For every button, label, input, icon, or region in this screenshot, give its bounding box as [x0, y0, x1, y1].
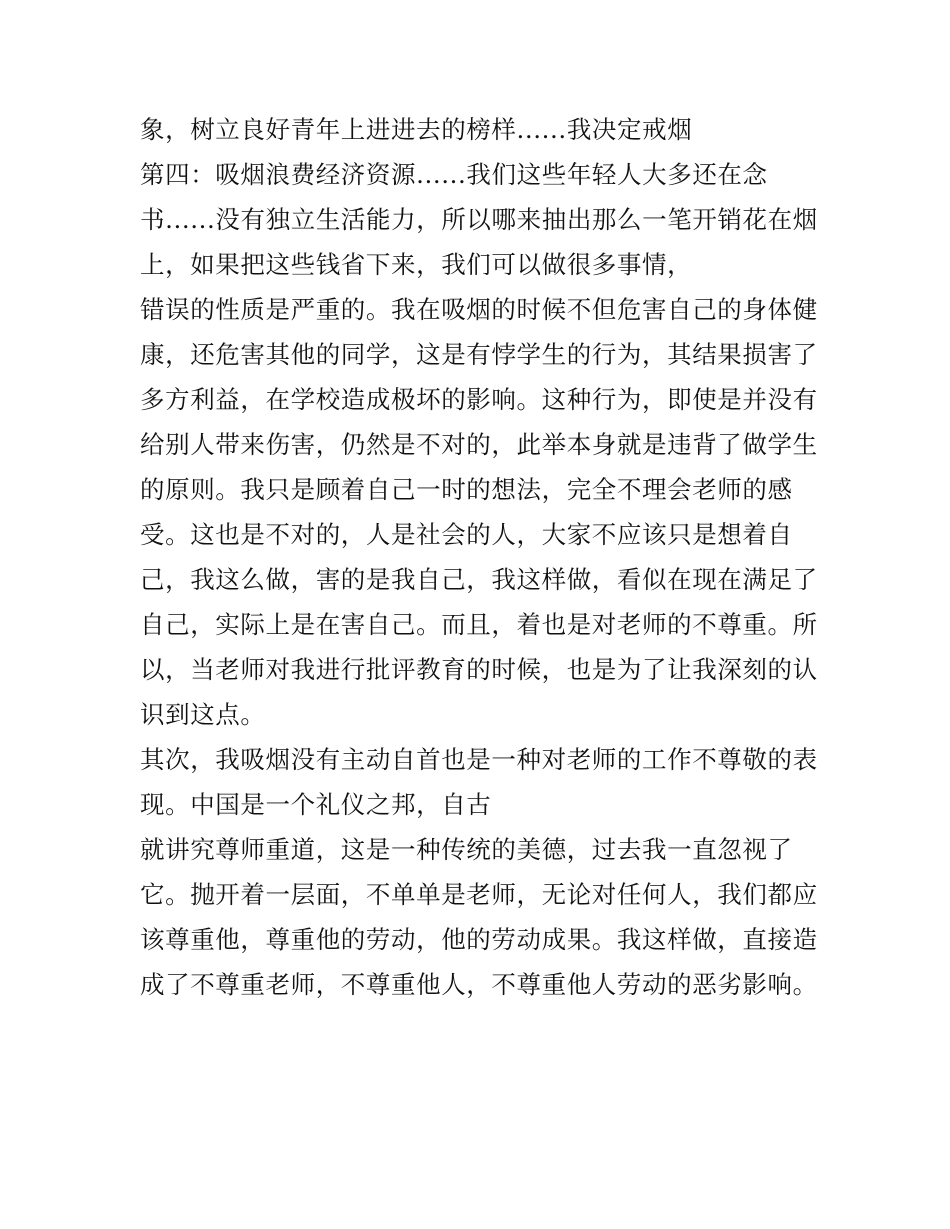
text-line-5: 错误的性质是严重的。我在吸烟的时候不但危害自己的身体健: [140, 295, 818, 324]
text-line-20: 成了不尊重老师，不尊重他人，不尊重他人劳动的恶劣影响。: [140, 970, 818, 999]
text-line-3: 书......没有独立生活能力，所以哪来抽出那么一笔开销花在烟: [140, 205, 818, 234]
text-line-19: 该尊重他，尊重他的劳动，他的劳动成果。我这样做，直接造: [140, 925, 818, 954]
text-line-14: 识到这点。: [140, 700, 266, 729]
text-line-7: 多方利益，在学校造成极坏的影响。这种行为，即使是并没有: [140, 385, 818, 414]
document-body: [140, 107, 840, 1007]
text-line-11: 己，我这么做，害的是我自己，我这样做，看似在现在满足了: [140, 565, 818, 594]
text-line-1: 象，树立良好青年上进进去的榜样......我决定戒烟: [140, 115, 693, 144]
text-line-12: 自己，实际上是在害自己。而且，着也是对老师的不尊重。所: [140, 610, 818, 639]
text-line-16: 现。中国是一个礼仪之邦，自古: [140, 790, 492, 819]
text-line-9: 的原则。我只是顾着自己一时的想法，完全不理会老师的感: [140, 475, 793, 504]
text-line-8: 给别人带来伤害，仍然是不对的，此举本身就是违背了做学生: [140, 430, 818, 459]
text-line-17: 就讲究尊师重道，这是一种传统的美德，过去我一直忽视了: [140, 835, 793, 864]
text-line-6: 康，还危害其他的同学，这是有悖学生的行为，其结果损害了: [140, 340, 818, 369]
text-line-15: 其次，我吸烟没有主动自首也是一种对老师的工作不尊敬的表: [140, 745, 818, 774]
text-line-18: 它。抛开着一层面，不单单是老师，无论对任何人，我们都应: [140, 880, 818, 909]
text-line-4: 上，如果把这些钱省下来，我们可以做很多事情，: [140, 250, 693, 279]
text-line-13: 以，当老师对我进行批评教育的时候，也是为了让我深刻的认: [140, 655, 818, 684]
text-line-10: 受。这也是不对的，人是社会的人，大家不应该只是想着自: [140, 520, 793, 549]
text-line-2: 第四：吸烟浪费经济资源......我们这些年轻人大多还在念: [140, 160, 768, 189]
